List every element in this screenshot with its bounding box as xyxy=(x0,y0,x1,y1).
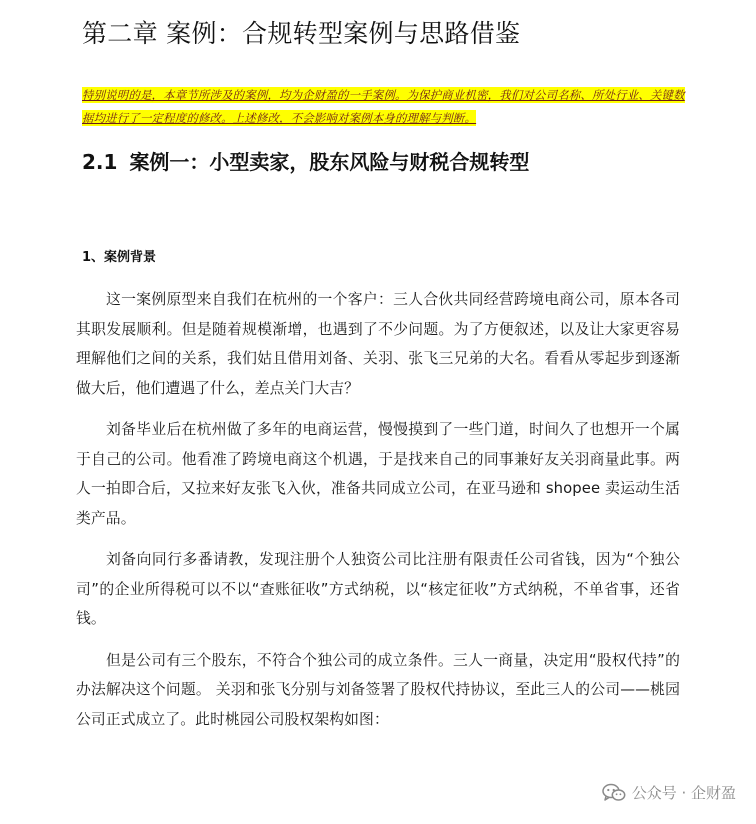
highlighted-notice-text: 特别说明的是，本章节所涉及的案例，均为企财盈的一手案例。为保护商业机密，我们对公司名称、所处行业、关键数据均进行了一定程度的修改。上述修改，不会影响对案例本身的理解与判断。 xyxy=(82,88,685,125)
chapter-title: 第二章 案例：合规转型案例与思路借鉴 xyxy=(82,19,521,48)
paragraph-4: 但是公司有三个股东，不符合个独公司的成立条件。三人一商量，决定用“股权代持”的办法解决这个问题。 关羽和张飞分别与刘备签署了股权代持协议，至此三人的公司——桃园公司正式成立了。此时桃园公司股权架构如图： xyxy=(76,651,680,728)
paragraph-3: 刘备向同行多番请教，发现注册个人独资公司比注册有限责任公司省钱，因为“个独公司”的企业所得税可以不以“查账征收”方式纳税，以“核定征收”方式纳税，不单省事，还省钱。 xyxy=(76,551,680,627)
section-number: 2.1 xyxy=(82,150,118,174)
paragraph-1: 这一案例原型来自我们在杭州的一个客户：三人合伙共同经营跨境电商公司，原本各司其职发展顺利。但是随着规模渐增，也遇到了不少问题。为了方便叙述，以及让大家更容易理解他们之间的关系，我们姑且借用刘备、关羽、张飞三兄弟的大名。看看从零起步到逐渐做大后，他们遭遇了什么，差点关门大吉？ xyxy=(76,291,680,397)
body-text xyxy=(76,285,680,746)
paragraph-2: 刘备毕业后在杭州做了多年的电商运营，慢慢摸到了一些门道，时间久了也想开一个属于自己的公司。他看准了跨境电商这个机遇，于是找来自己的同事兼好友关羽商量此事。两人一拍即合后，又拉来好友张飞入伙，准备共同成立公司，在亚马逊和 shopee 卖运动生活类产品。 xyxy=(76,421,680,527)
wechat-icon xyxy=(602,783,626,803)
subsection-title: 1、案例背景 xyxy=(82,250,157,265)
wechat-watermark xyxy=(598,782,736,804)
section-heading xyxy=(82,145,529,179)
section-title-text: 案例一：小型卖家，股东风险与财税合规转型 xyxy=(129,150,530,174)
special-notice xyxy=(82,84,690,130)
watermark-text: 公众号 · 企财盈 xyxy=(631,784,736,802)
